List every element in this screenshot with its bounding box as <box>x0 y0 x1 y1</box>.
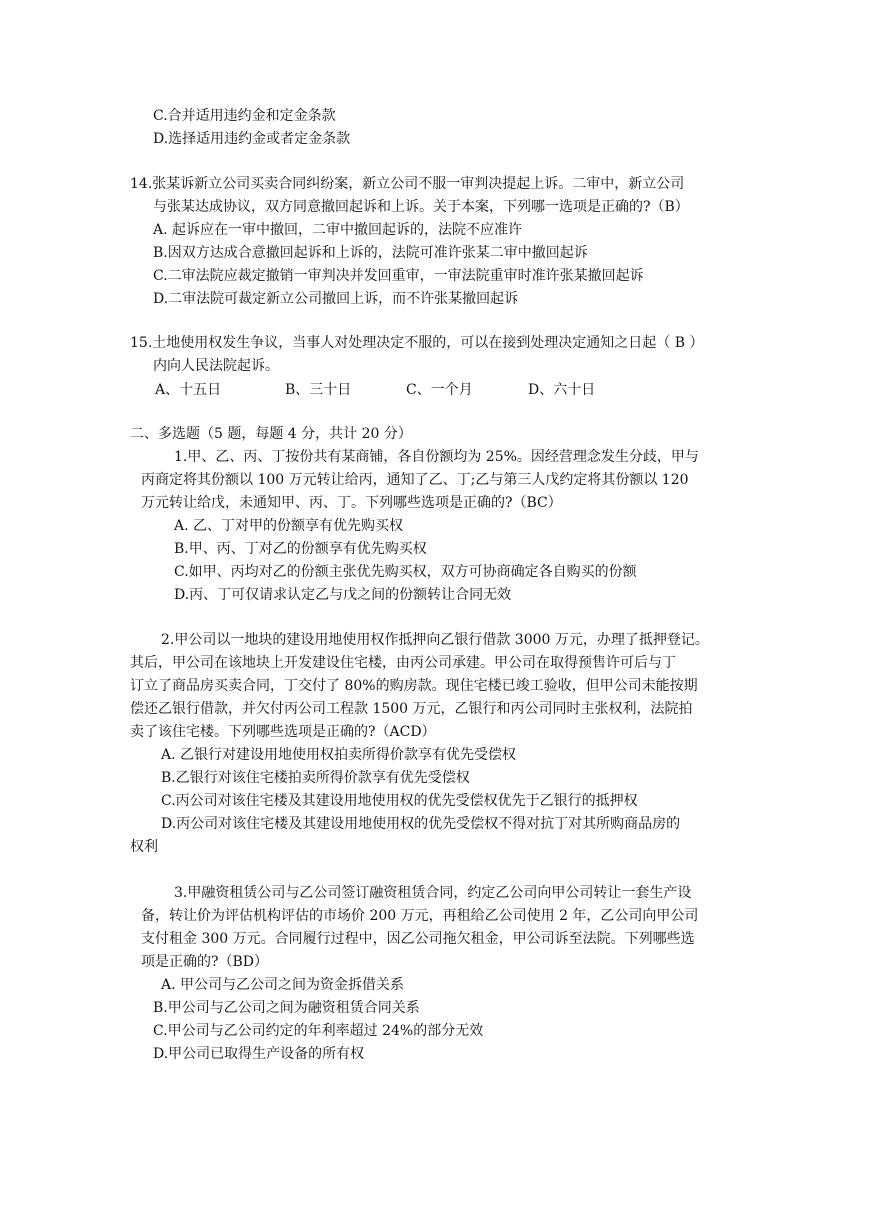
mq3-option-c: C.甲公司与乙公司约定的年利率超过 24%的部分无效 <box>153 1023 484 1039</box>
mq1-stem-line1: 1.甲、乙、丙、丁按份共有某商铺，各自份额均为 25%。因经营理念发生分歧，甲与 <box>174 449 699 465</box>
mq3-stem-line3: 支付租金 300 万元。合同履行过程中，因乙公司拖欠租金，甲公司诉至法院。下列哪些选 <box>141 931 695 947</box>
mq1-stem-line2: 丙商定将其份额以 100 万元转让给丙，通知了乙、丁;乙与第三人戊约定将其份额以 120 <box>141 472 689 488</box>
q15-option-a: A、十五日 <box>155 382 222 398</box>
mq2-option-d-line1: D.丙公司对该住宅楼及其建设用地使用权的优先受偿权不得对抗丁对其所购商品房的 <box>161 816 681 832</box>
q14-option-c: C.二审法院应裁定撤销一审判决并发回重审，一审法院重审时准许张某撤回起诉 <box>153 268 644 284</box>
mq2-stem-line1: 2.甲公司以一地块的建设用地使用权作抵押向乙银行借款 3000 万元，办理了抵押登记。 <box>161 632 709 648</box>
mq1-option-d: D.丙、丁可仅请求认定乙与戊之间的份额转让合同无效 <box>174 587 512 603</box>
mq3-option-d: D.甲公司已取得生产设备的所有权 <box>153 1046 365 1062</box>
prev-question-option-d: D.选择适用违约金或者定金条款 <box>153 131 351 147</box>
mq3-stem-line1: 3.甲融资租赁公司与乙公司签订融资租赁合同，约定乙公司向甲公司转让一套生产设 <box>174 885 692 901</box>
section-heading: 二、多选题（5 题，每题 4 分，共计 20 分） <box>130 426 412 442</box>
q14-option-b: B.因双方达成合意撤回起诉和上诉的，法院可准许张某二审中撤回起诉 <box>153 245 588 261</box>
mq3-option-a: A. 甲公司与乙公司之间为资金拆借关系 <box>161 977 405 993</box>
mq1-option-b: B.甲、丙、丁对乙的份额享有优先购买权 <box>174 541 427 557</box>
mq2-option-b: B.乙银行对该住宅楼拍卖所得价款享有优先受偿权 <box>161 770 470 786</box>
q14-stem-line1: 14.张某诉新立公司买卖合同纠纷案，新立公司不服一审判决提起上诉。二审中，新立公司 <box>130 176 685 192</box>
mq2-stem-line5: 卖了该住宅楼。下列哪些选项是正确的?（ACD） <box>130 724 436 740</box>
mq2-stem-line4: 偿还乙银行借款，并欠付丙公司工程款 1500 万元，乙银行和丙公司同时主张权利，法院拍 <box>130 701 693 717</box>
q14-option-d: D.二审法院可裁定新立公司撤回上诉，而不许张某撤回起诉 <box>153 291 519 307</box>
q15-option-b: B、三十日 <box>285 382 352 398</box>
q14-option-a: A. 起诉应在一审中撤回，二审中撤回起诉的，法院不应准许 <box>153 222 523 238</box>
mq1-option-a: A. 乙、丁对甲的份额享有优先购买权 <box>174 518 404 534</box>
mq3-stem-line2: 备，转让价为评估机构评估的市场价 200 万元，再租给乙公司使用 2 年，乙公司向甲公司 <box>141 908 699 924</box>
q15-option-d: D、六十日 <box>528 382 596 398</box>
q14-stem-line2: 与张某达成协议，双方同意撤回起诉和上诉。关于本案，下列哪一选项是正确的?（B） <box>153 199 689 215</box>
mq3-option-b: B.甲公司与乙公司之间为融资租赁合同关系 <box>153 1000 420 1016</box>
q15-stem-line1: 15.土地使用权发生争议，当事人对处理决定不服的，可以在接到处理决定通知之日起（ B ） <box>130 335 704 351</box>
mq2-option-c: C.丙公司对该住宅楼及其建设用地使用权的优先受偿权优先于乙银行的抵押权 <box>161 793 638 809</box>
prev-question-option-c: C.合并适用违约金和定金条款 <box>153 108 336 124</box>
mq1-option-c: C.如甲、丙均对乙的份额主张优先购买权，双方可协商确定各自购买的份额 <box>174 564 637 580</box>
mq2-option-d-line2: 权利 <box>130 839 158 855</box>
q15-option-c: C、一个月 <box>406 382 473 398</box>
mq3-stem-line4: 项是正确的?（BD） <box>141 954 269 970</box>
mq2-stem-line3: 订立了商品房买卖合同，丁交付了 80%的购房款。现住宅楼已竣工验收，但甲公司未能按期 <box>130 678 698 694</box>
mq1-stem-line3: 万元转让给戊，未通知甲、丙、丁。下列哪些选项是正确的?（BC） <box>141 495 562 511</box>
mq2-option-a: A. 乙银行对建设用地使用权拍卖所得价款享有优先受偿权 <box>161 747 517 763</box>
q15-stem-line2: 内向人民法院起诉。 <box>153 358 279 374</box>
mq2-stem-line2: 其后，甲公司在该地块上开发建设住宅楼，由丙公司承建。甲公司在取得预售许可后与丁 <box>130 655 676 671</box>
